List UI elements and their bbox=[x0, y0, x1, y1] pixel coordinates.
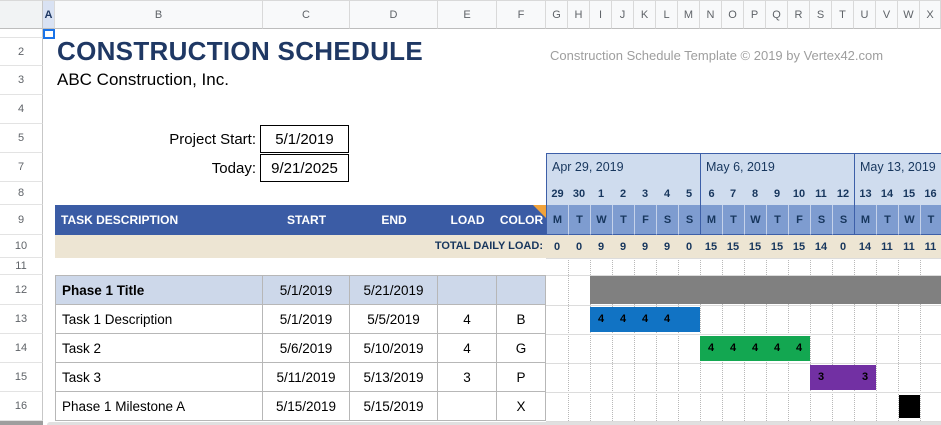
start-date-cell[interactable]: 5/1/2019 bbox=[263, 305, 350, 334]
sheet-title: CONSTRUCTION SCHEDULE bbox=[57, 36, 423, 66]
day-letter-cell[interactable]: F bbox=[634, 205, 656, 235]
day-letter-cell[interactable]: W bbox=[590, 205, 612, 235]
day-number-cell[interactable]: 1 bbox=[590, 182, 612, 205]
day-number-cell[interactable]: 2 bbox=[612, 182, 634, 205]
day-letter-cell[interactable]: T bbox=[612, 205, 634, 235]
row-header-9[interactable]: 9 bbox=[0, 205, 43, 235]
day-letter-cell[interactable]: S bbox=[832, 205, 854, 235]
daily-load-cell[interactable]: 15 bbox=[726, 240, 740, 253]
start-date-cell[interactable]: 5/1/2019 bbox=[263, 275, 350, 305]
today-value-cell[interactable]: 9/21/2025 bbox=[260, 154, 349, 182]
column-header-K[interactable]: K bbox=[634, 0, 656, 29]
day-letter-cell[interactable]: T bbox=[568, 205, 590, 235]
column-header-O[interactable]: O bbox=[722, 0, 744, 29]
color-cell[interactable]: X bbox=[497, 392, 546, 421]
day-number-cell[interactable]: 12 bbox=[832, 182, 854, 205]
day-number-cell[interactable]: 14 bbox=[876, 182, 898, 205]
day-letter-cell[interactable]: S bbox=[678, 205, 700, 235]
daily-load-cell[interactable]: 14 bbox=[858, 240, 872, 253]
daily-load-cell[interactable]: 14 bbox=[814, 240, 828, 253]
row-header-2[interactable]: 2 bbox=[0, 38, 43, 66]
column-header-U[interactable]: U bbox=[854, 0, 876, 29]
day-number-cell[interactable]: 8 bbox=[744, 182, 766, 205]
column-header-G[interactable]: G bbox=[546, 0, 568, 29]
column-header-L[interactable]: L bbox=[656, 0, 678, 29]
col-header-load[interactable]: LOAD bbox=[450, 213, 485, 227]
gantt-row-line bbox=[546, 363, 941, 364]
daily-load-cell[interactable]: 11 bbox=[903, 240, 915, 253]
daily-load-cell[interactable]: 15 bbox=[748, 240, 762, 253]
week-header[interactable]: Apr 29, 2019 bbox=[546, 153, 700, 182]
column-header-S[interactable]: S bbox=[810, 0, 832, 29]
project-start-label: Project Start: bbox=[169, 131, 256, 148]
row-header-1[interactable] bbox=[0, 29, 43, 38]
gantt-gridline bbox=[568, 258, 569, 421]
start-date-cell[interactable]: 5/15/2019 bbox=[263, 392, 350, 421]
column-header-E[interactable]: E bbox=[438, 0, 497, 29]
load-cell[interactable]: 3 bbox=[438, 363, 497, 392]
day-letter-cell[interactable]: W bbox=[898, 205, 920, 235]
task-description-cell[interactable]: Task 2 bbox=[55, 334, 263, 363]
gantt-bar-milestone[interactable] bbox=[899, 395, 920, 418]
today-label: Today: bbox=[211, 160, 256, 177]
row-header-3[interactable]: 3 bbox=[0, 66, 43, 95]
bar-load-label: 3 bbox=[861, 371, 869, 383]
gantt-bar-phase[interactable] bbox=[590, 276, 941, 304]
daily-load-cell[interactable]: 9 bbox=[641, 240, 649, 253]
active-cell[interactable] bbox=[43, 29, 55, 39]
gantt-bar-task[interactable] bbox=[810, 365, 876, 390]
end-date-cell[interactable]: 5/10/2019 bbox=[350, 334, 438, 363]
select-all-corner[interactable] bbox=[0, 0, 43, 29]
color-cell[interactable]: B bbox=[497, 305, 546, 334]
row-header-11[interactable]: 11 bbox=[0, 258, 43, 275]
day-number-cell[interactable]: 5 bbox=[678, 182, 700, 205]
load-cell[interactable] bbox=[438, 392, 497, 421]
day-letter-cell[interactable]: T bbox=[876, 205, 898, 235]
day-number-cell[interactable]: 29 bbox=[546, 182, 568, 205]
gantt-row-line bbox=[546, 334, 941, 335]
column-header-A[interactable]: A bbox=[43, 0, 55, 29]
gantt-row-line bbox=[546, 258, 941, 259]
daily-load-cell[interactable]: 9 bbox=[619, 240, 627, 253]
column-header-T[interactable]: T bbox=[832, 0, 854, 29]
color-cell[interactable] bbox=[497, 275, 546, 305]
daily-load-cell[interactable]: 0 bbox=[839, 240, 847, 253]
gantt-bar-task[interactable] bbox=[700, 336, 810, 361]
column-header-D[interactable]: D bbox=[350, 0, 438, 29]
col-header-task-description[interactable]: TASK DESCRIPTION bbox=[61, 213, 179, 227]
column-header-F[interactable]: F bbox=[497, 0, 546, 29]
day-letter-cell[interactable]: S bbox=[656, 205, 678, 235]
row-header-12[interactable]: 12 bbox=[0, 275, 43, 305]
daily-load-cell[interactable]: 9 bbox=[597, 240, 605, 253]
day-number-cell[interactable]: 16 bbox=[920, 182, 941, 205]
color-cell[interactable]: P bbox=[497, 363, 546, 392]
day-number-cell[interactable]: 15 bbox=[898, 182, 920, 205]
column-header-X[interactable]: X bbox=[920, 0, 941, 29]
day-letter-cell[interactable]: T bbox=[722, 205, 744, 235]
column-header-I[interactable]: I bbox=[590, 0, 612, 29]
day-number-cell[interactable]: 13 bbox=[854, 182, 876, 205]
gantt-bar-task[interactable] bbox=[590, 307, 700, 332]
task-description-cell[interactable]: Task 3 bbox=[55, 363, 263, 392]
day-number-cell[interactable]: 10 bbox=[788, 182, 810, 205]
column-header-H[interactable]: H bbox=[568, 0, 590, 29]
bar-load-label: 4 bbox=[619, 313, 627, 325]
gantt-row-line bbox=[546, 305, 941, 306]
daily-load-cell[interactable]: 11 bbox=[924, 240, 937, 253]
day-letter-cell[interactable]: F bbox=[788, 205, 810, 235]
row-header-13[interactable]: 13 bbox=[0, 305, 43, 334]
row-header-16[interactable]: 16 bbox=[0, 392, 43, 421]
week-header[interactable]: May 6, 2019 bbox=[700, 153, 854, 182]
column-header-R[interactable]: R bbox=[788, 0, 810, 29]
next-row-header-sliver bbox=[0, 421, 43, 425]
day-number-cell[interactable]: 11 bbox=[810, 182, 832, 205]
row-header-4[interactable]: 4 bbox=[0, 95, 43, 124]
bar-load-label: 3 bbox=[817, 371, 825, 383]
gantt-row-line bbox=[546, 392, 941, 393]
bar-load-label: 4 bbox=[597, 313, 605, 325]
row-header-5[interactable]: 5 bbox=[0, 124, 43, 153]
bar-load-label: 4 bbox=[707, 342, 715, 354]
bar-load-label: 4 bbox=[663, 313, 671, 325]
start-date-cell[interactable]: 5/6/2019 bbox=[263, 334, 350, 363]
daily-load-cell[interactable]: 9 bbox=[663, 240, 671, 253]
day-number-cell[interactable]: 4 bbox=[656, 182, 678, 205]
daily-load-cell[interactable]: 15 bbox=[792, 240, 806, 253]
daily-load-cell[interactable]: 0 bbox=[553, 240, 561, 253]
task-description-cell[interactable]: Task 1 Description bbox=[55, 305, 263, 334]
column-header-W[interactable]: W bbox=[898, 0, 920, 29]
day-letter-cell[interactable]: M bbox=[700, 205, 722, 235]
day-letter-cell[interactable]: M bbox=[546, 205, 568, 235]
day-number-cell[interactable]: 7 bbox=[722, 182, 744, 205]
daily-load-cell[interactable]: 15 bbox=[704, 240, 718, 253]
daily-load-cell[interactable]: 11 bbox=[881, 240, 893, 253]
gantt-row-line bbox=[546, 421, 941, 422]
end-date-cell[interactable]: 5/5/2019 bbox=[350, 305, 438, 334]
column-header-J[interactable]: J bbox=[612, 0, 634, 29]
col-header-end[interactable]: END bbox=[381, 213, 407, 227]
daily-load-cell[interactable]: 0 bbox=[575, 240, 583, 253]
column-header-P[interactable]: P bbox=[744, 0, 766, 29]
task-description-cell[interactable]: Phase 1 Title bbox=[55, 275, 263, 305]
day-number-cell[interactable]: 6 bbox=[700, 182, 722, 205]
bar-load-label: 4 bbox=[773, 342, 781, 354]
day-number-cell[interactable]: 9 bbox=[766, 182, 788, 205]
column-header-N[interactable]: N bbox=[700, 0, 722, 29]
load-cell[interactable] bbox=[438, 275, 497, 305]
note-indicator-icon bbox=[533, 205, 546, 218]
column-header-B[interactable]: B bbox=[55, 0, 263, 29]
col-header-start[interactable]: START bbox=[286, 213, 327, 227]
row-header-7[interactable]: 7 bbox=[0, 153, 43, 182]
bar-load-label: 4 bbox=[751, 342, 759, 354]
bar-load-label: 4 bbox=[729, 342, 737, 354]
bar-load-label: 4 bbox=[795, 342, 803, 354]
bar-load-label: 4 bbox=[641, 313, 649, 325]
day-letter-cell[interactable]: M bbox=[854, 205, 876, 235]
day-number-cell[interactable]: 30 bbox=[568, 182, 590, 205]
row-header-10[interactable]: 10 bbox=[0, 235, 43, 258]
daily-load-cell[interactable]: 0 bbox=[685, 240, 693, 253]
template-credit: Construction Schedule Template © 2019 by Vertex42.com bbox=[550, 48, 884, 63]
column-header-C[interactable]: C bbox=[263, 0, 350, 29]
project-start-value-cell[interactable]: 5/1/2019 bbox=[260, 125, 349, 153]
end-date-cell[interactable]: 5/21/2019 bbox=[350, 275, 438, 305]
total-daily-load-label: TOTAL DAILY LOAD: bbox=[434, 240, 543, 252]
day-letter-cell[interactable]: T bbox=[920, 205, 941, 235]
daily-load-cell[interactable]: 15 bbox=[770, 240, 784, 253]
day-number-cell[interactable]: 3 bbox=[634, 182, 656, 205]
column-header-V[interactable]: V bbox=[876, 0, 898, 29]
load-cell[interactable]: 4 bbox=[438, 334, 497, 363]
load-cell[interactable]: 4 bbox=[438, 305, 497, 334]
week-header[interactable]: May 13, 2019 bbox=[854, 153, 941, 182]
day-letter-cell[interactable]: W bbox=[744, 205, 766, 235]
day-letter-cell[interactable]: S bbox=[810, 205, 832, 235]
end-date-cell[interactable]: 5/15/2019 bbox=[350, 392, 438, 421]
row-header-14[interactable]: 14 bbox=[0, 334, 43, 363]
task-description-cell[interactable]: Phase 1 Milestone A bbox=[55, 392, 263, 421]
company-name: ABC Construction, Inc. bbox=[57, 70, 229, 89]
row-header-8[interactable]: 8 bbox=[0, 182, 43, 205]
row-header-15[interactable]: 15 bbox=[0, 363, 43, 392]
day-letter-cell[interactable]: T bbox=[766, 205, 788, 235]
start-date-cell[interactable]: 5/11/2019 bbox=[263, 363, 350, 392]
column-header-M[interactable]: M bbox=[678, 0, 700, 29]
column-header-Q[interactable]: Q bbox=[766, 0, 788, 29]
color-cell[interactable]: G bbox=[497, 334, 546, 363]
end-date-cell[interactable]: 5/13/2019 bbox=[350, 363, 438, 392]
col-header-color[interactable]: COLOR bbox=[499, 213, 544, 227]
